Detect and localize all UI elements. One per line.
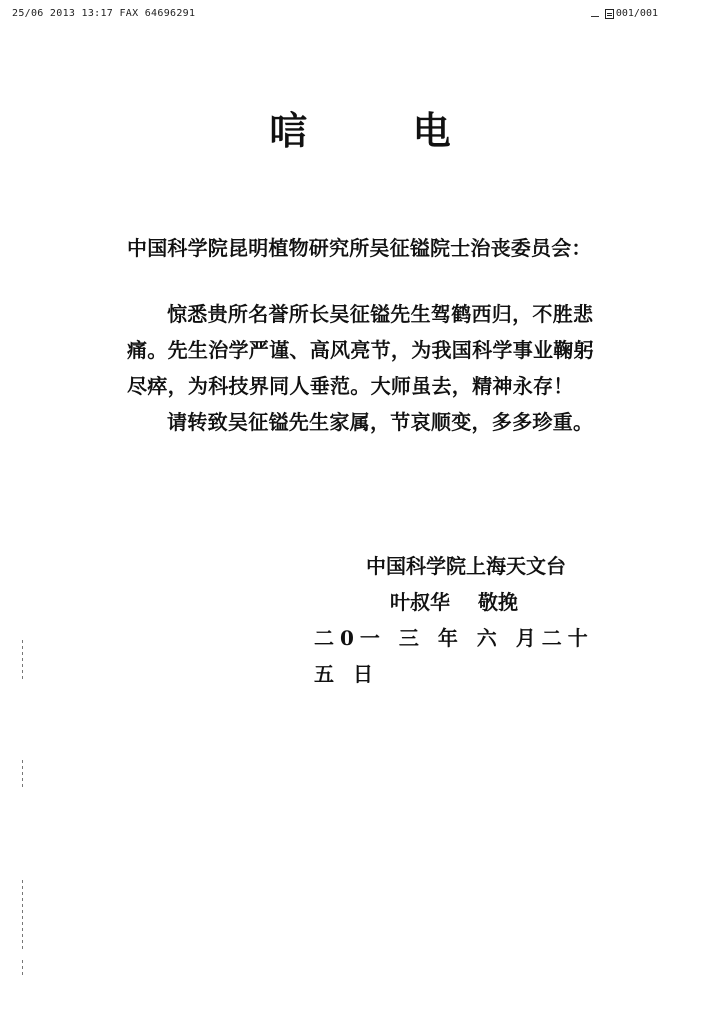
message-paragraph: 惊悉贵所名誉所长吴征镒先生驾鹤西归，不胜悲痛。先生治学严谨、高风亮节，为我国科学事业鞠躬尽瘁，为科技界同人垂范。大师虽去，精神永存！	[127, 302, 594, 398]
scan-edge-mark	[22, 640, 23, 680]
fax-header-page-count	[591, 8, 658, 19]
scan-edge-mark	[22, 960, 23, 976]
signature-closing: 敬挽	[478, 590, 518, 614]
fax-dash-mark	[591, 16, 599, 17]
signature-block	[310, 548, 600, 692]
fax-header-timestamp: 25/06 2013 13:17 FAX 64696291	[12, 8, 196, 19]
message-paragraph: 请转致吴征镒先生家属，节哀顺变，多多珍重。	[167, 410, 594, 434]
signature-name-line	[310, 584, 600, 620]
scan-edge-mark	[22, 880, 23, 950]
scan-edge-mark	[22, 760, 23, 790]
signature-name: 叶叔华	[390, 590, 450, 614]
signature-organization: 中国科学院上海天文台	[366, 554, 566, 578]
salutation: 中国科学院昆明植物研究所吴征镒院士治丧委员会：	[127, 236, 592, 260]
document-title: 唁 电	[269, 108, 497, 153]
fax-page-icon	[605, 9, 614, 19]
fax-page-number: 001/001	[615, 8, 658, 19]
signature-date: 二0一 三 年 六 月二十五 日	[314, 626, 594, 686]
message-body	[127, 296, 607, 440]
